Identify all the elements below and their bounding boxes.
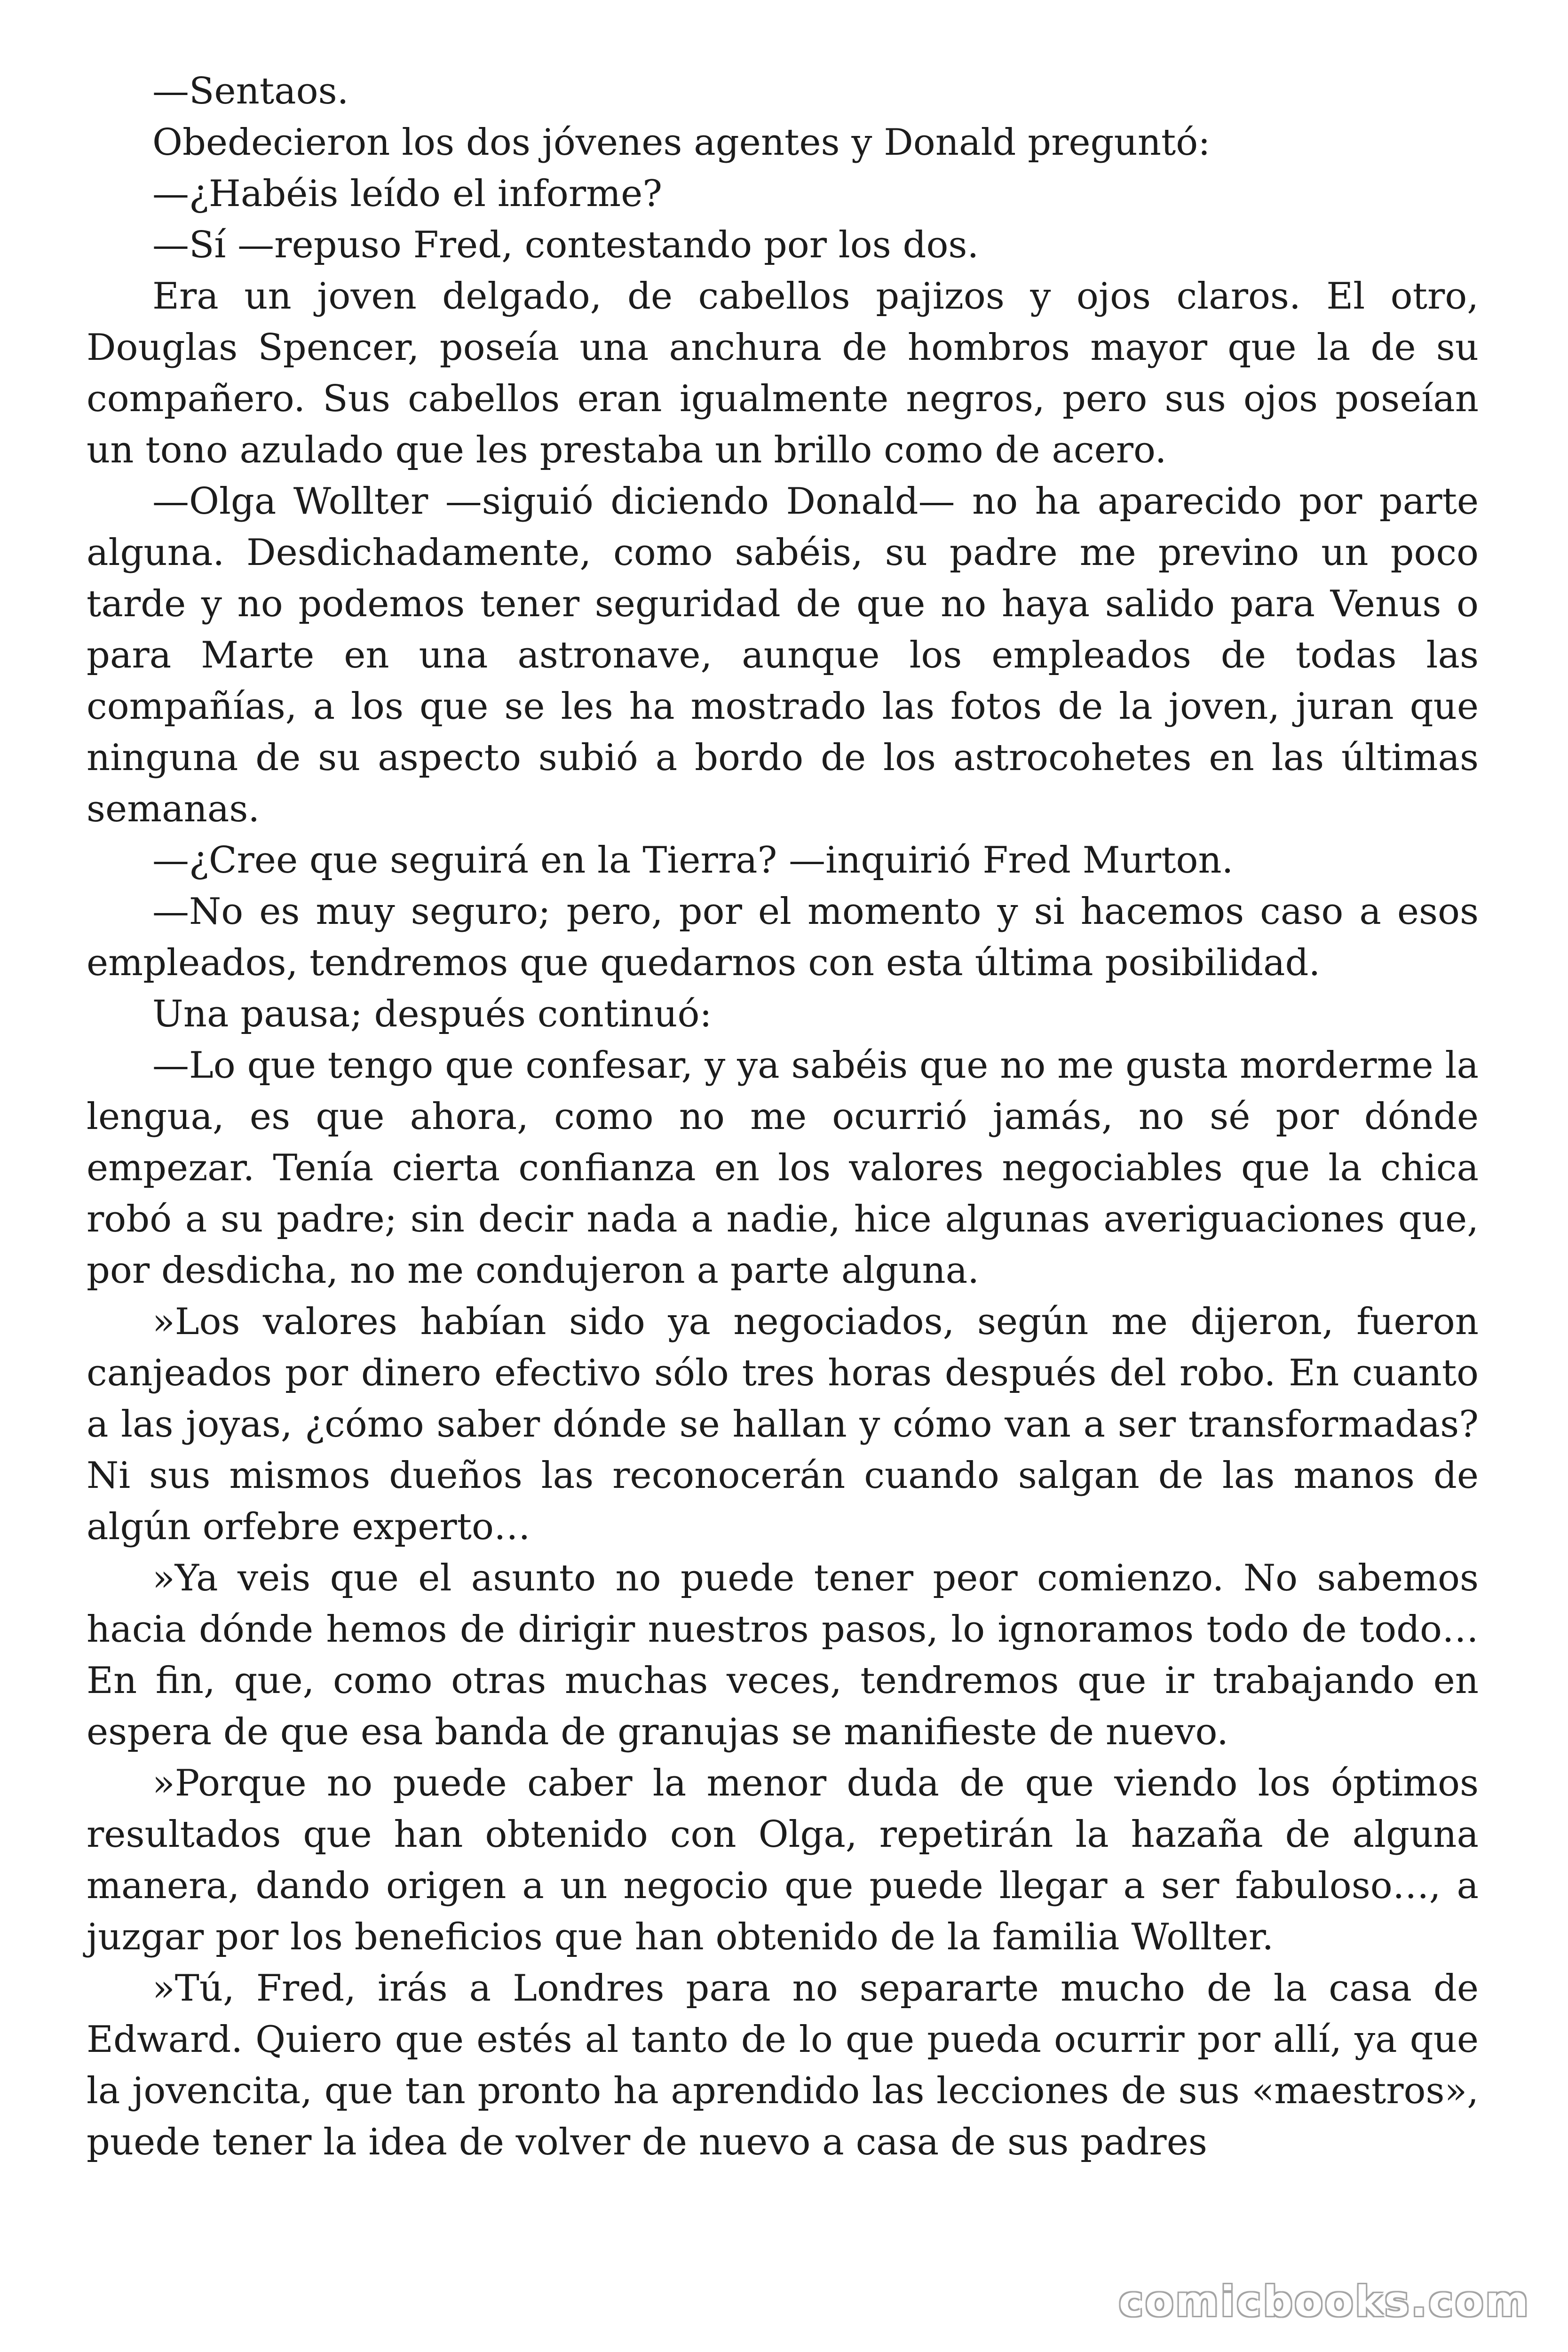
paragraph: —¿Cree que seguirá en la Tierra? —inquirió Fred Murton. [152,839,1234,882]
paragraph: »Los valores habían sido ya negociados, según me dijeron, fueron canjeados por dinero efectivo sólo tres horas después del robo. En cuanto a las joyas, ¿cómo saber dónde se hallan y cómo van a ser transformadas? Ni sus mismos dueños las reconocerán cuando salgan de las manos de algún orfebre experto… [87,1301,1479,1548]
paragraph: —Olga Wollter —siguió diciendo Donald— no ha aparecido por parte alguna. Desdichadamente, como sabéis, su padre me previno un poco tarde y no podemos tener seguridad de que no haya salido para Venus o para Marte en una astronave, aunque los empleados de todas las compañías, a los que se les ha mostrado las fotos de la joven, juran que ninguna de su aspecto subió a bordo de los astrocohetes en las últimas semanas. [87,480,1479,830]
paragraph: —Sentaos. [152,70,349,112]
paragraph: »Tú, Fred, irás a Londres para no separarte mucho de la casa de Edward. Quiero que estés al tanto de lo que pueda ocurrir por allí, ya que la jovencita, que tan pronto ha aprendido las lecciones de sus «maestros», puede tener la idea de volver de nuevo a casa de sus padres [87,1967,1479,2163]
watermark-logo: comicbooks.com [1118,2277,1530,2326]
paragraph: »Porque no puede caber la menor duda de que viendo los óptimos resultados que han obtenido con Olga, repetirán la hazaña de alguna manera, dando origen a un negocio que puede llegar a ser fabuloso…, a juzgar por los beneficios que han obtenido de la familia Wollter. [87,1762,1479,1958]
paragraph: »Ya veis que el asunto no puede tener peor comienzo. No sabemos hacia dónde hemos de dirigir nuestros pasos, lo ignoramos todo de todo… En fin, que, como otras muchas veces, tendremos que ir trabajando en espera de que esa banda de granujas se manifieste de nuevo. [87,1557,1479,1753]
paragraph: Obedecieron los dos jóvenes agentes y Donald preguntó: [152,121,1211,164]
paragraph: —Lo que tengo que confesar, y ya sabéis que no me gusta morderme la lengua, es que ahora, como no me ocurrió jamás, no sé por dónde empezar. Tenía cierta confianza en los valores negociables que la chica robó a su padre; sin decir nada a nadie, hice algunas averiguaciones que, por desdicha, no me condujeron a parte alguna. [87,1044,1479,1292]
paragraph: Era un joven delgado, de cabellos pajizos y ojos claros. El otro, Douglas Spencer, poseía una anchura de hombros mayor que la de su compañero. Sus cabellos eran igualmente negros, pero sus ojos poseían un tono azulado que les prestaba un brillo como de acero. [87,275,1479,471]
paragraph: Una pausa; después continuó: [152,993,712,1035]
body-text [87,66,1479,2168]
paragraph: —¿Habéis leído el informe? [152,173,663,215]
paragraph: —Sí —repuso Fred, contestando por los dos. [152,224,979,266]
paragraph: —No es muy seguro; pero, por el momento y si hacemos caso a esos empleados, tendremos que quedarnos con esta última posibilidad. [87,890,1479,984]
